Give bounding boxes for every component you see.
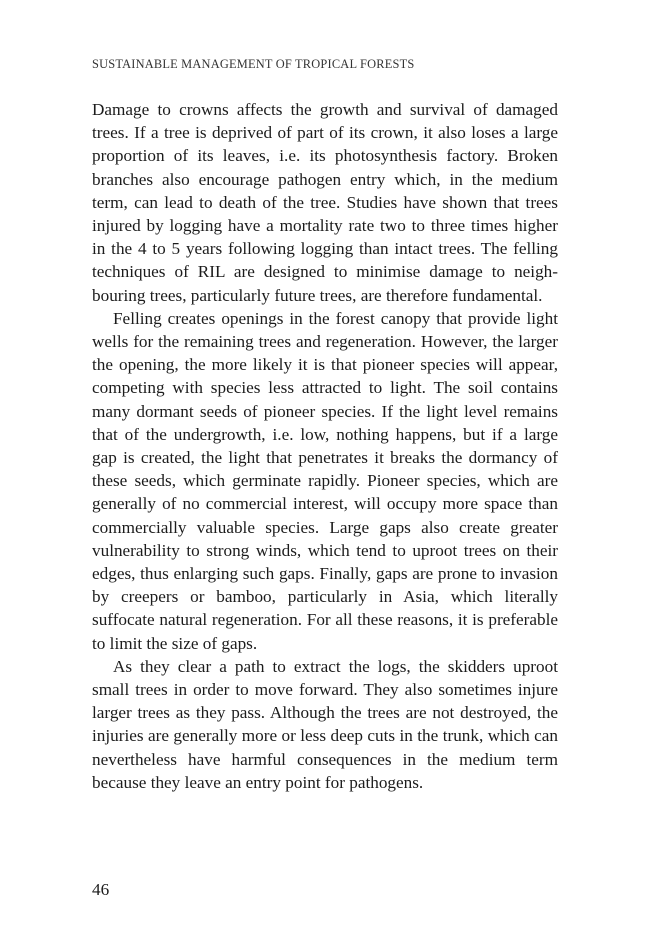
paragraph-canopy-openings: Felling creates openings in the forest canopy that provide light wells for the remaining trees and regeneration. However, the larger the opening, the more likely it is that pioneer species will appear, competing with species less attracted to light. The soil contains many dormant seeds of pioneer species. If the light level remains that of the undergrowth, i.e. low, nothing happens, but if a large gap is created, the light that penetrates it breaks the dormancy of these seeds, which germinate rapidly. Pioneer species, which are generally of no commercial interest, will occupy more space than commercially valuable species. Large gaps also create greater vulnerability to strong winds, which tend to uproot trees on their edges, thus enlarging such gaps. Finally, gaps are prone to invasion by creepers or bamboo, particularly in Asia, which literally suffocate natural regeneration. For all these reasons, it is preferable to limit the size of gaps. (92, 308, 558, 653)
paragraph-crown-damage: Damage to crowns affects the growth and survival of damaged trees. If a tree is deprived of part of its crown, it also loses a large proportion of its leaves, i.e. its photosynthesis factory. Broken branches also encourage pathogen entry which, in the medium term, can lead to death of the tree. Studies have shown that trees injured by logging have a mortality rate two to three times higher in the 4 to 5 years following logging than intact trees. The felling techniques of RIL are designed to minimise damage to neighbouring trees, particularly future trees, are therefore fundamental. (92, 100, 558, 305)
page-number: 46 (92, 880, 110, 899)
running-head: SUSTAINABLE MANAGEMENT OF TROPICAL FORESTS (92, 57, 415, 71)
paragraph-skidder-damage: As they clear a path to extract the logs, the skidders uproot small trees in order to move forward. They also sometimes injure larger trees as they pass. Although the trees are not destroyed, the injuries are generally more or less deep cuts in the trunk, which can nevertheless have harmful consequences in the medium term because they leave an entry point for pathogens. (92, 656, 558, 792)
body-text (92, 98, 558, 794)
